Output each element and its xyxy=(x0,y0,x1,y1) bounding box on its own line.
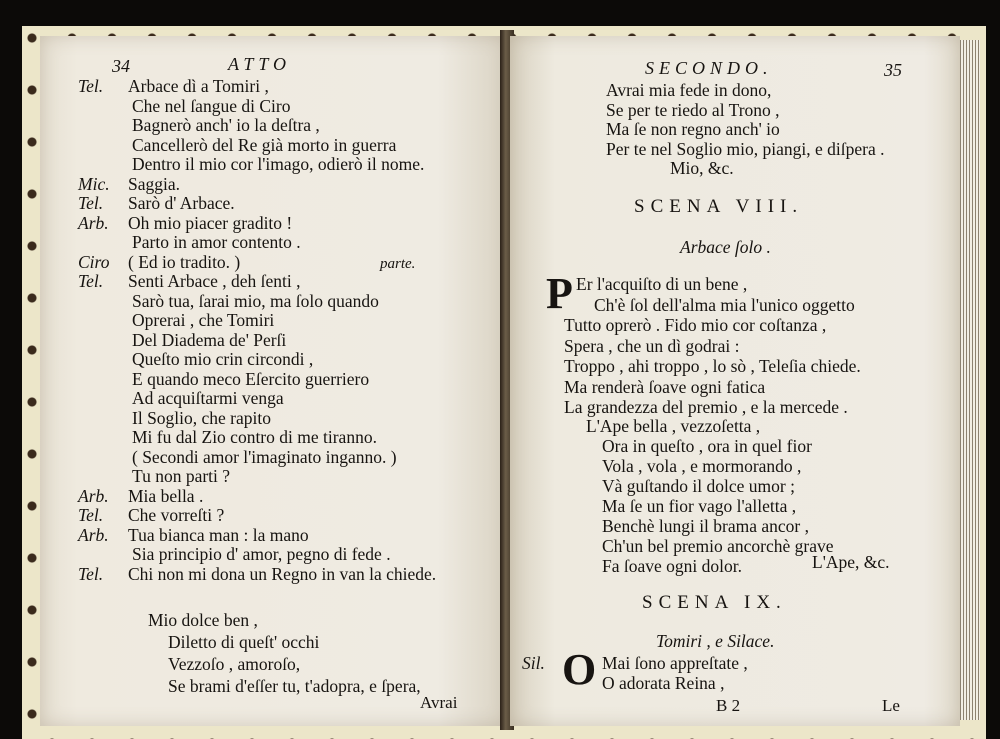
verse-line: Bagnerò anch' io la deſtra , xyxy=(132,115,320,135)
verse-line: E quando meco Eſercito guerriero xyxy=(132,368,370,389)
verse-line: Ma renderà ſoave ogni fatica xyxy=(564,376,766,397)
verse-line: Oh mio piacer gradito ! xyxy=(128,212,293,233)
aria-line: Và guſtando il dolce umor ; xyxy=(602,476,795,496)
verse-line: Cancellerò del Re già morto in guerra xyxy=(132,134,397,155)
verse-line: Queſto mio crin circondi , xyxy=(132,349,314,369)
aria-repeat: Mio, &c. xyxy=(670,158,734,178)
drop-cap: P xyxy=(546,269,573,318)
page-edges xyxy=(958,40,980,720)
stage-direction: parte. xyxy=(380,256,416,272)
verse-line: O adorata Reina , xyxy=(602,673,725,693)
verse-line: Spera , che un dì godrai : xyxy=(564,335,740,356)
verse-line: Che nel ſangue di Ciro xyxy=(132,95,291,116)
aria-line: Mio dolce ben , xyxy=(148,610,258,630)
speaker: Arb. xyxy=(78,524,109,545)
aria-line: Se brami d'eſſer tu, t'adopra, e ſpera, xyxy=(168,676,421,696)
aria-line: Ch'un bel premio ancorchè grave xyxy=(602,536,834,556)
verse-line: Ch'è ſol dell'alma mia l'unico oggetto xyxy=(594,294,855,315)
page-number: 35 xyxy=(884,60,902,80)
aria-repeat: L'Ape, &c. xyxy=(812,552,890,572)
running-head: ATTO xyxy=(228,54,292,74)
running-head: SECONDO. xyxy=(645,58,773,78)
left-page xyxy=(40,36,508,726)
aria-line: Diletto di queſt' occhi xyxy=(168,632,320,652)
verse-line: Mia bella . xyxy=(128,485,204,506)
verse-line: Chi non mi dona un Regno in van la chiede. xyxy=(128,563,437,584)
verse-line: ( Ed io tradito. ) xyxy=(128,251,241,272)
verse-line: Che vorreſti ? xyxy=(128,505,225,525)
verse-line: Sarò tua, ſarai mio, ma ſolo quando xyxy=(132,290,379,311)
verse-line: Sarò d' Arbace. xyxy=(128,193,235,213)
verse-line: Per te nel Soglio mio, piangi, e diſpera . xyxy=(606,138,885,159)
verse-line: Tua bianca man : la mano xyxy=(128,524,309,545)
verse-line: Er l'acquiſto di un bene , xyxy=(576,274,748,294)
signature-mark: B 2 xyxy=(716,696,741,715)
verse-line: Saggia. xyxy=(128,173,181,194)
page-number: 34 xyxy=(112,56,130,76)
drop-cap: O xyxy=(562,645,597,694)
verse-line: Troppo , ahi troppo , lo sò , Teleſia chiede. xyxy=(564,356,861,376)
scene-title: SCENA VIII. xyxy=(634,196,804,217)
verse-line: Tu non parti ? xyxy=(132,466,231,486)
aria-line: Vezzoſo , amoroſo, xyxy=(168,654,301,674)
speaker: Ciro xyxy=(78,251,110,272)
verse-line: Sia principio d' amor, pegno di fede . xyxy=(132,544,391,564)
right-page xyxy=(510,36,960,726)
speaker: Tel. xyxy=(78,271,104,291)
scene-cast: Tomiri , e Silace. xyxy=(656,631,775,651)
speaker: Sil. xyxy=(522,653,545,673)
speaker: Arb. xyxy=(78,212,109,233)
aria-line: Ora in queſto , ora in quel fior xyxy=(602,436,812,456)
verse-line: Senti Arbace , deh ſenti , xyxy=(128,271,301,291)
verse-line: La grandezza del premio , e la mercede . xyxy=(564,397,848,417)
verse-line: Se per te riedo al Trono , xyxy=(606,99,780,120)
scene-title: SCENA IX. xyxy=(642,592,787,613)
verse-line: ( Secondi amor l'imaginato inganno. ) xyxy=(132,446,397,467)
verse-line: Il Soglio, che rapito xyxy=(132,407,272,428)
speaker: Tel. xyxy=(78,505,104,525)
aria-line: Ma ſe un fior vago l'alletta , xyxy=(602,496,797,516)
verse-line: Oprerai , che Tomiri xyxy=(132,310,275,330)
catchword: Le xyxy=(882,696,900,715)
scene-cast: Arbace ſolo . xyxy=(680,237,771,257)
catchword: Avrai xyxy=(420,693,458,712)
aria-line: Benchè lungi il brama ancor , xyxy=(602,516,810,536)
speaker: Arb. xyxy=(78,485,109,506)
verse-line: Ma ſe non regno anch' io xyxy=(606,119,780,139)
speaker: Tel. xyxy=(78,563,104,584)
verse-line: Avrai mia fede in dono, xyxy=(606,80,772,100)
verse-line: Mai ſono appreſtate , xyxy=(602,653,748,673)
verse-line: Dentro il mio cor l'imago, odierò il nome. xyxy=(132,154,425,174)
speaker: Tel. xyxy=(78,76,104,96)
verse-line: Arbace dì a Tomiri , xyxy=(128,76,269,96)
verse-line: Mi fu dal Zio contro di me tiranno. xyxy=(132,427,377,447)
aria-line: Vola , vola , e mormorando , xyxy=(602,456,802,476)
aria-line: Fa ſoave ogni dolor. xyxy=(602,556,742,576)
verse-line: Parto in amor contento . xyxy=(132,232,301,252)
verse-line: Tutto oprerò . Fido mio cor coſtanza , xyxy=(564,315,827,335)
verse-line: Del Diadema de' Perſi xyxy=(132,329,287,350)
verse-line: Ad acquiſtarmi venga xyxy=(132,388,284,408)
aria-line: L'Ape bella , vezzoſetta , xyxy=(586,416,761,436)
speaker: Tel. xyxy=(78,193,104,213)
speaker: Mic. xyxy=(78,173,110,194)
